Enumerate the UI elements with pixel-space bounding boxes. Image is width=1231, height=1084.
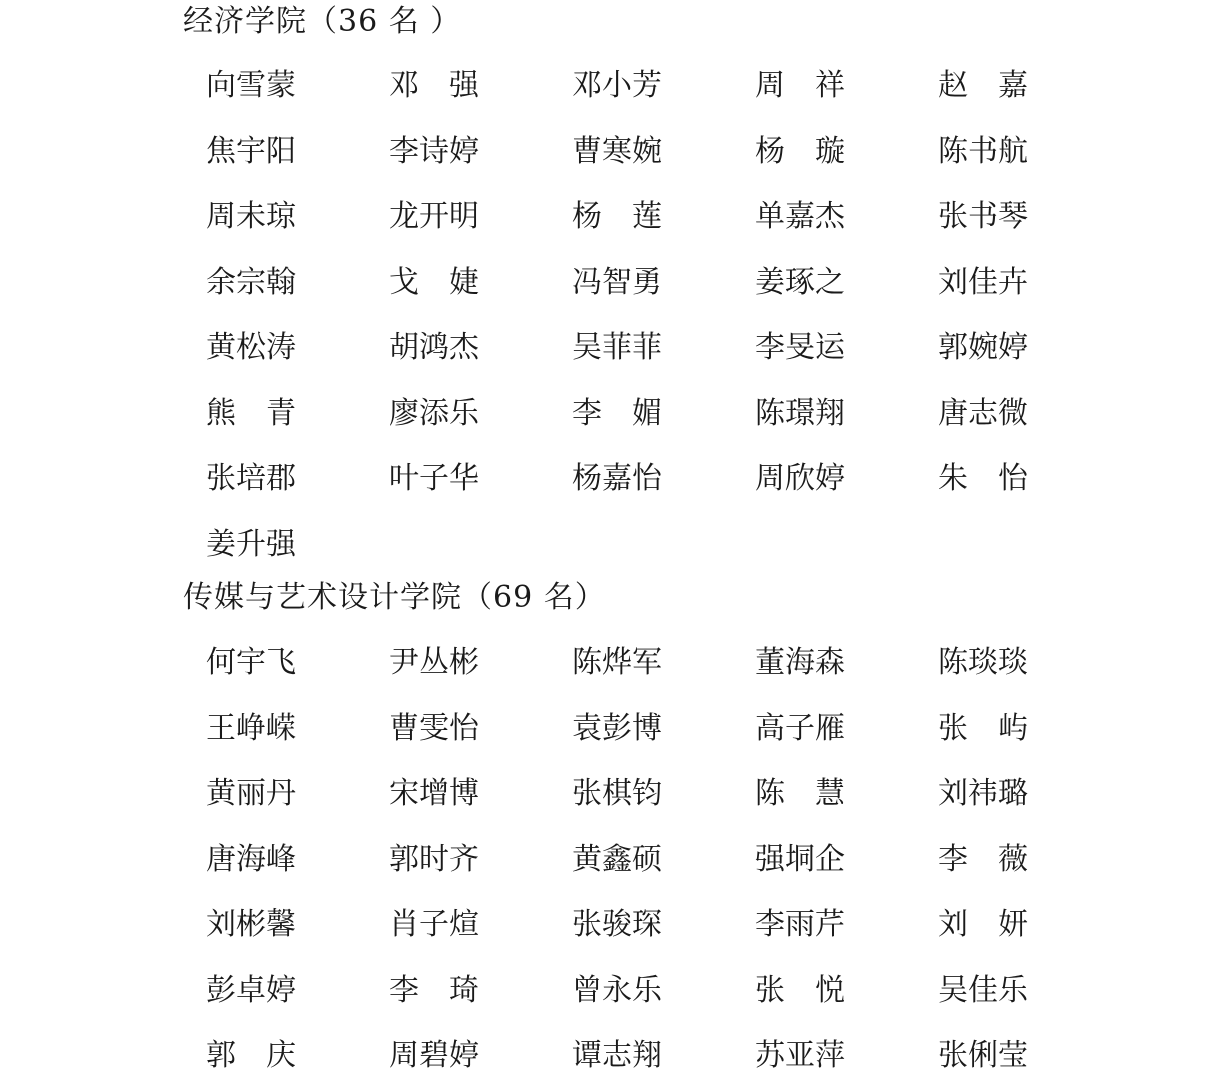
name-entry: 李 媚	[572, 396, 662, 431]
name-entry: 邓小芳	[572, 68, 662, 103]
name-entry: 邓 强	[389, 68, 479, 103]
name-entry: 高子雁	[755, 711, 845, 746]
name-entry: 陈烨军	[572, 645, 662, 680]
name-entry: 张 屿	[938, 711, 1028, 746]
name-entry: 熊 青	[206, 396, 296, 431]
name-entry: 余宗翰	[206, 265, 296, 300]
name-entry: 唐志微	[938, 396, 1028, 431]
name-entry: 张棋钧	[572, 776, 662, 811]
name-entry: 焦宇阳	[206, 134, 296, 169]
name-entry: 宋增博	[389, 776, 479, 811]
name-entry: 董海森	[755, 645, 845, 680]
name-entry: 刘祎璐	[938, 776, 1028, 811]
section-title-media-art-design: 传媒与艺术设计学院（69 名）	[183, 580, 606, 615]
name-entry: 朱 怡	[938, 461, 1028, 496]
name-entry: 陈书航	[938, 134, 1028, 169]
name-entry: 龙开明	[389, 199, 479, 234]
name-entry: 黄松涛	[206, 330, 296, 365]
name-entry: 郭时齐	[389, 842, 479, 877]
name-entry: 廖添乐	[389, 396, 479, 431]
name-entry: 曹寒婉	[572, 134, 662, 169]
name-entry: 陈 慧	[755, 776, 845, 811]
name-entry: 杨嘉怡	[572, 461, 662, 496]
name-entry: 向雪蒙	[206, 68, 296, 103]
name-entry: 彭卓婷	[206, 973, 296, 1008]
name-entry: 李 薇	[938, 842, 1028, 877]
name-entry: 吴佳乐	[938, 973, 1028, 1008]
name-entry: 陈琰琰	[938, 645, 1028, 680]
name-entry: 王峥嵘	[206, 711, 296, 746]
name-entry: 杨 莲	[572, 199, 662, 234]
name-entry: 刘佳卉	[938, 265, 1028, 300]
name-entry: 姜琢之	[755, 265, 845, 300]
name-entry: 陈璟翔	[755, 396, 845, 431]
name-entry: 周碧婷	[389, 1038, 479, 1073]
name-entry: 张骏琛	[572, 907, 662, 942]
name-entry: 单嘉杰	[755, 199, 845, 234]
name-entry: 杨 璇	[755, 134, 845, 169]
name-entry: 郭婉婷	[938, 330, 1028, 365]
name-entry: 李雨芹	[755, 907, 845, 942]
name-entry: 袁彭博	[572, 711, 662, 746]
name-entry: 周未琼	[206, 199, 296, 234]
name-entry: 何宇飞	[206, 645, 296, 680]
name-entry: 李 琦	[389, 973, 479, 1008]
name-entry: 张培郡	[206, 461, 296, 496]
name-entry: 张书琴	[938, 199, 1028, 234]
name-entry: 曾永乐	[572, 973, 662, 1008]
name-entry: 李旻运	[755, 330, 845, 365]
name-entry: 肖子煊	[389, 907, 479, 942]
name-entry: 吴菲菲	[572, 330, 662, 365]
name-entry: 苏亚萍	[755, 1038, 845, 1073]
name-entry: 郭 庆	[206, 1038, 296, 1073]
name-entry: 姜升强	[206, 527, 296, 562]
name-entry: 张 悦	[755, 973, 845, 1008]
name-entry: 强垌企	[755, 842, 845, 877]
section-title-economics: 经济学院（36 名 ）	[183, 4, 462, 39]
name-entry: 黄丽丹	[206, 776, 296, 811]
name-entry: 谭志翔	[572, 1038, 662, 1073]
name-entry: 张俐莹	[938, 1038, 1028, 1073]
name-entry: 胡鸿杰	[389, 330, 479, 365]
name-entry: 叶子华	[389, 461, 479, 496]
name-entry: 刘 妍	[938, 907, 1028, 942]
name-entry: 赵 嘉	[938, 68, 1028, 103]
name-entry: 曹雯怡	[389, 711, 479, 746]
name-entry: 李诗婷	[389, 134, 479, 169]
name-entry: 戈 婕	[389, 265, 479, 300]
name-entry: 刘彬馨	[206, 907, 296, 942]
name-entry: 黄鑫硕	[572, 842, 662, 877]
name-entry: 尹丛彬	[389, 645, 479, 680]
name-entry: 周 祥	[755, 68, 845, 103]
name-entry: 周欣婷	[755, 461, 845, 496]
name-entry: 冯智勇	[572, 265, 662, 300]
name-entry: 唐海峰	[206, 842, 296, 877]
